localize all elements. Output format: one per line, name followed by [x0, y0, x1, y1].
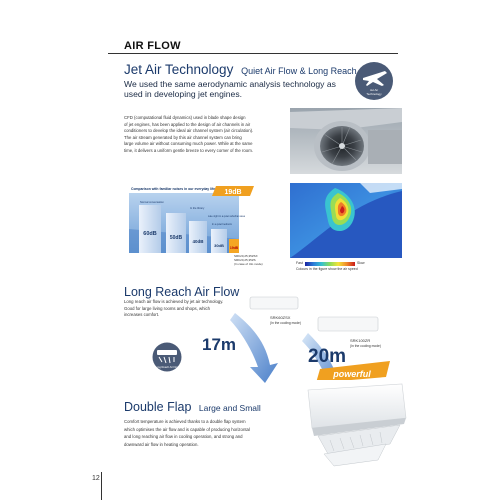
noise-bar — [189, 221, 207, 253]
page-number-rule — [101, 472, 102, 500]
bar-label: 40dB — [192, 239, 204, 244]
powerful-tag: powerful — [333, 369, 371, 379]
unit2-note: (In the cooling mode) — [350, 344, 381, 348]
double-flap-unit-photo — [290, 380, 410, 470]
jet-air-intro — [124, 79, 354, 99]
ac-unit-srk100zr — [318, 317, 378, 331]
bar-caption: Late night in a quiet suburban area — [208, 215, 245, 218]
body-line: large volume air without consuming much power. While at the same — [124, 141, 253, 147]
bar-label: 19dB — [229, 246, 239, 250]
unit1-distance: 17m — [202, 335, 237, 354]
unit2-model: SRK100ZR — [350, 338, 371, 343]
bar-caption: Normal conversation — [140, 201, 164, 204]
body-line: conditioners to develop the ideal air channel system (air circulation). — [124, 128, 254, 134]
icon-label: Long Reach Air Flow — [155, 366, 179, 369]
noise-bar — [211, 229, 227, 253]
body-line: Comfort temperature is achieved thanks to a double flap system — [124, 419, 246, 424]
body-line: The air stream generated by this air channel system can bring — [124, 134, 242, 140]
body-line: and long reaching air flow in cooling operation, and strong and — [124, 434, 243, 440]
double-flap-body — [124, 418, 289, 448]
noise-bar — [139, 205, 161, 253]
title-rule — [108, 53, 398, 54]
model-line: SRK20,25,35ZSX — [234, 254, 258, 258]
body-line: Good for large living rooms and shops, which — [124, 305, 210, 311]
intro-line: We used the same aerodynamic analysis technology as — [124, 79, 336, 89]
body-line: which optimises the air flow and is capable of producing horizontal — [124, 426, 250, 432]
unit2-distance: 20m — [308, 346, 347, 367]
body-line: Long reach air flow is achieved by jet air technology. — [124, 299, 224, 304]
section-title: AIR FLOW — [124, 40, 181, 52]
unit1-model: SRK60ZSX — [270, 315, 291, 320]
bar-label: 50dB — [169, 235, 183, 241]
body-line: time, it delivers a uniform gentle breeze to every corner of the room. — [124, 147, 253, 153]
colorbar-caption: Colours in the figure show the air speed — [296, 267, 358, 271]
jet-engine-photo — [290, 108, 402, 174]
badge-label: Technology — [366, 91, 382, 96]
model-line: (In case of Ulo mode) — [234, 262, 263, 266]
double-flap-subtitle: Large and Small — [198, 403, 261, 413]
ac-unit-srk60zsx — [250, 297, 298, 309]
chart-title: Comparison with familiar noises in our everyday life — [131, 187, 216, 191]
jet-air-body — [124, 115, 284, 155]
chart-highlight: 19dB — [224, 189, 242, 196]
jet-air-badge — [355, 62, 393, 100]
bar-label: 60dB — [143, 231, 157, 237]
bar-label: 30dB — [214, 243, 224, 248]
double-flap-title: Double Flap — [124, 400, 192, 414]
unit1-note: (In the cooling mode) — [270, 321, 301, 325]
speed-colorbar — [305, 262, 355, 266]
colorbar-fast-label: Fast — [296, 261, 303, 265]
double-flap-heading — [124, 400, 261, 414]
badge-label: Jet Air — [369, 88, 379, 92]
noise-bar — [166, 213, 186, 253]
page-number: 12 — [92, 475, 100, 482]
jet-air-subtitle: Quiet Air Flow & Long Reach — [241, 66, 357, 76]
noise-comparison-chart — [124, 183, 279, 268]
intro-line: used in developing jet engines. — [124, 89, 243, 99]
jet-air-title: Jet Air Technology — [124, 62, 234, 77]
jet-air-heading — [124, 62, 357, 77]
long-reach-icon — [150, 342, 184, 372]
bar-caption: In the library — [190, 207, 205, 210]
body-line: CFD (computational fluid dynamics) used in blade shape design — [124, 115, 246, 120]
colorbar-slow-label: Slow — [357, 261, 365, 265]
body-line: of jet engines, has been applied to the design of air channels in air — [124, 121, 251, 127]
body-line: increases comfort. — [124, 312, 160, 318]
long-reach-title: Long Reach Air Flow — [124, 285, 240, 299]
bar-caption: In a quiet bedroom — [212, 223, 232, 226]
model-line: SRK20,25,35ZS — [234, 258, 256, 262]
body-line: downward air flow in heating operation. — [124, 441, 199, 447]
cfd-airflow-image — [290, 183, 402, 258]
